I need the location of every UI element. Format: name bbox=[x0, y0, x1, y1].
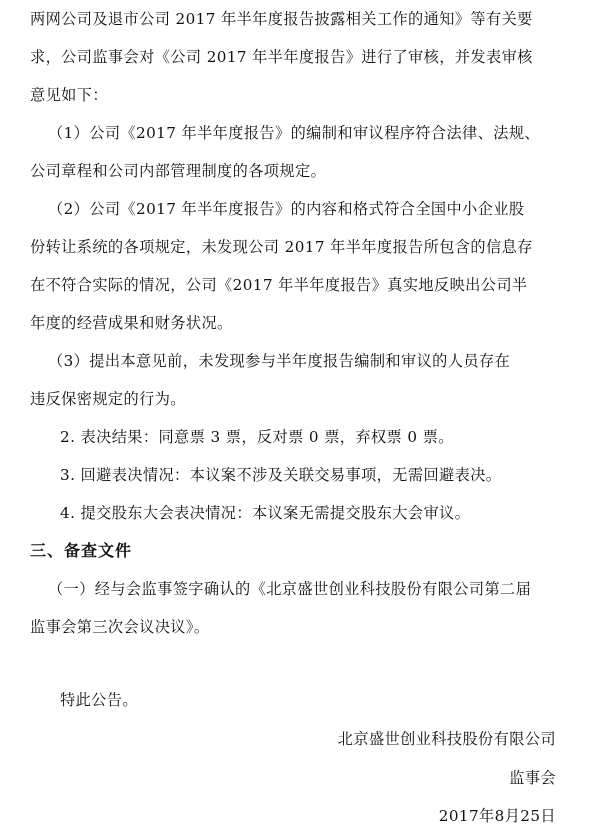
item2-line-4: 年度的经营成果和财务状况。 bbox=[30, 314, 233, 332]
section3-item-line-1: （一）经与会监事签字确认的《北京盛世创业科技股份有限公司第二届 bbox=[48, 580, 532, 598]
vote-result-line: 2. 表决结果：同意票 3 票，反对票 0 票，弃权票 0 票。 bbox=[60, 428, 454, 446]
section3-heading: 三、备查文件 bbox=[30, 541, 133, 560]
item2-line-1: （2）公司《2017 年半年度报告》的内容和格式符合全国中小企业股 bbox=[48, 200, 525, 218]
announcement-date: 2017年8月25日 bbox=[438, 807, 556, 825]
item3-line-1: （3）提出本意见前，未发现参与半年度报告编制和审议的人员存在 bbox=[48, 352, 511, 370]
item1-line-1: （1）公司《2017 年半年度报告》的编制和审议程序符合法律、法规、 bbox=[48, 124, 540, 142]
recusal-line: 3. 回避表决情况：本议案不涉及关联交易事项，无需回避表决。 bbox=[60, 466, 502, 484]
section3-item-line-2: 监事会第三次会议决议》。 bbox=[30, 618, 210, 636]
intro-line-1: 两网公司及退市公司 2017 年半年度报告披露相关工作的通知》等有关要 bbox=[30, 10, 533, 28]
intro-line-2: 求，公司监事会对《公司 2017 年半年度报告》进行了审核，并发表审核 bbox=[30, 48, 533, 66]
announcement-line: 特此公告。 bbox=[60, 691, 138, 709]
item2-line-2: 份转让系统的各项规定，未发现公司 2017 年半年度报告所包含的信息存 bbox=[30, 238, 533, 256]
item3-line-2: 违反保密规定的行为。 bbox=[30, 390, 186, 408]
company-name: 北京盛世创业科技股份有限公司 bbox=[337, 730, 556, 748]
item1-line-2: 公司章程和公司内部管理制度的各项规定。 bbox=[30, 162, 327, 180]
intro-line-3: 意见如下： bbox=[30, 86, 108, 104]
supervisory-board: 监事会 bbox=[509, 769, 556, 787]
submission-line: 4. 提交股东大会表决情况：本议案无需提交股东大会审议。 bbox=[60, 504, 471, 522]
item2-line-3: 在不符合实际的情况，公司《2017 年半年度报告》真实地反映出公司半 bbox=[30, 276, 528, 294]
